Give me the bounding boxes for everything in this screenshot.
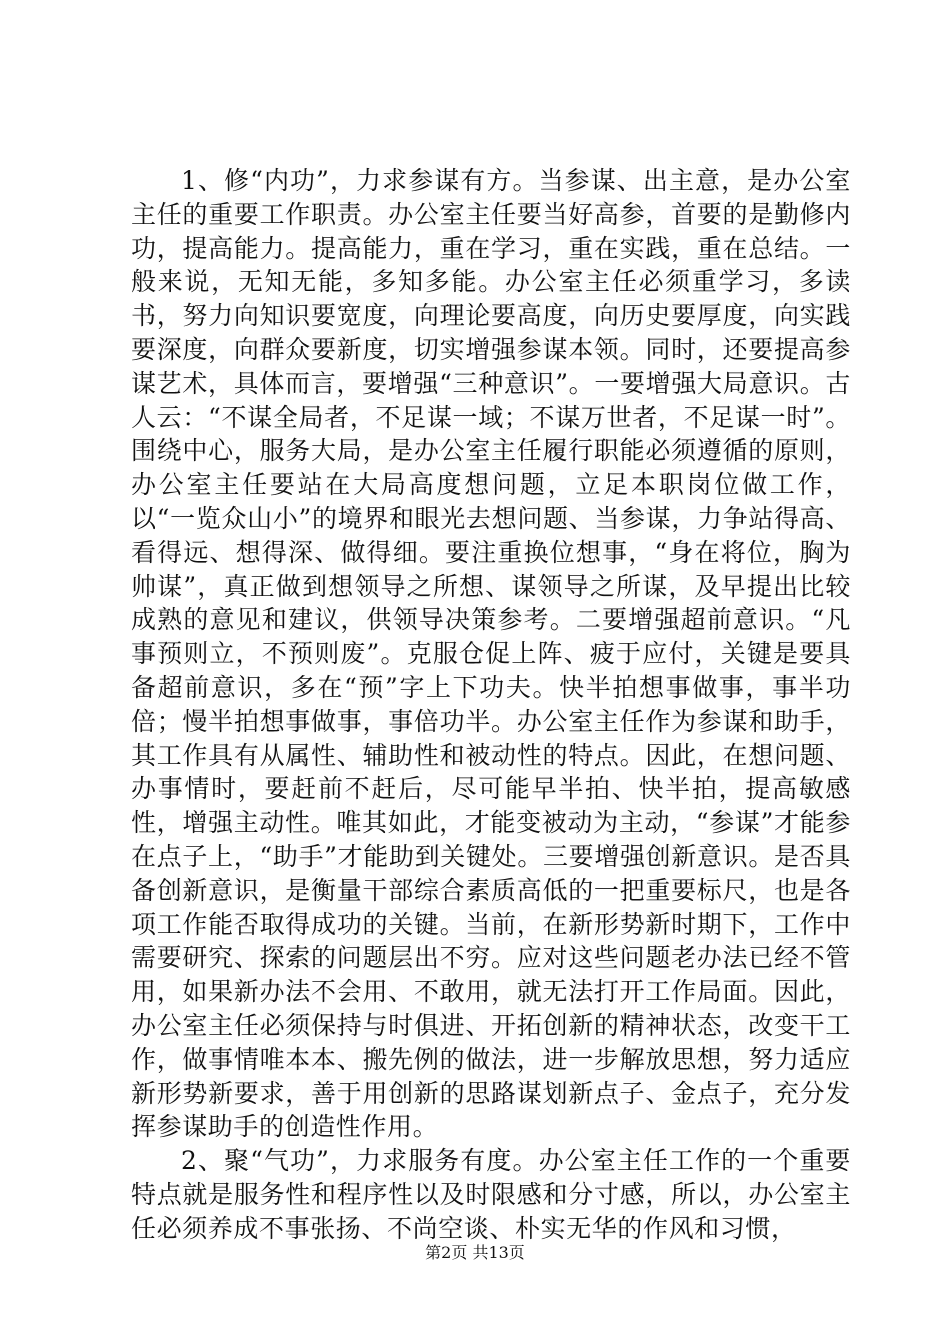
page-footer: 第2页 共13页	[425, 1243, 525, 1262]
paragraph-2: 2、聚“气功”，力求服务有度。办公室主任工作的一个重要特点就是服务性和程序性以及时限感和分寸感，所以，办公室主任必须养成不事张扬、不尚空谈、朴实无华的作风和习惯，	[131, 1146, 851, 1243]
paragraph-1: 1、修“内功”，力求参谋有方。当参谋、出主意，是办公室主任的重要工作职责。办公室主任要当好高参，首要的是勤修内功，提高能力。提高能力，重在学习，重在实践，重在总结。一般来说，无知无能，多知多能。办公室主任必须重学习，多读书，努力向知识要宽度，向理论要高度，向历史要厚度，向实践要深度，向群众要新度，切实增强参谋本领。同时，还要提高参谋艺术，具体而言，要增强“三种意识”。一要增强大局意识。古人云：“不谋全局者，不足谋一域；不谋万世者，不足谋一时”。围绕中心，服务大局，是办公室主任履行职能必须遵循的原则，办公室主任要站在大局高度想问题，立足本职岗位做工作，以“一览众山小”的境界和眼光去想问题、当参谋，力争站得高、看得远、想得深、做得细。要注重换位想事，“身在将位，胸为帅谋”，真正做到想领导之所想、谋领导之所谋，及早提出比较成熟的意见和建议，供领导决策参考。二要增强超前意识。“凡事预则立，不预则废”。克服仓促上阵、疲于应付，关键是要具备超前意识，多在“预”字上下功夫。快半拍想事做事，事半功倍；慢半拍想事做事，事倍功半。办公室主任作为参谋和助手，其工作具有从属性、辅助性和被动性的特点。因此，在想问题、办事情时，要赶前不赶后，尽可能早半拍、快半拍，提高敏感性，增强主动性。唯其如此，才能变被动为主动，“参谋”才能参在点子上，“助手”才能助到关键处。三要增强创新意识。是否具备创新意识，是衡量干部综合素质高低的一把重要标尺，也是各项工作能否取得成功的关键。当前，在新形势新时期下，工作中需要研究、探索的问题层出不穷。应对这些问题老办法已经不管用，如果新办法不会用、不敢用，就无法打开工作局面。因此，办公室主任必须保持与时俱进、开拓创新的精神状态，改变干工作，做事情唯本本、搬先例的做法，进一步解放思想，努力适应新形势新要求，善于用创新的思路谋划新点子、金点子，充分发挥参谋助手的创造性作用。	[131, 166, 851, 1142]
document-body	[131, 164, 851, 1246]
